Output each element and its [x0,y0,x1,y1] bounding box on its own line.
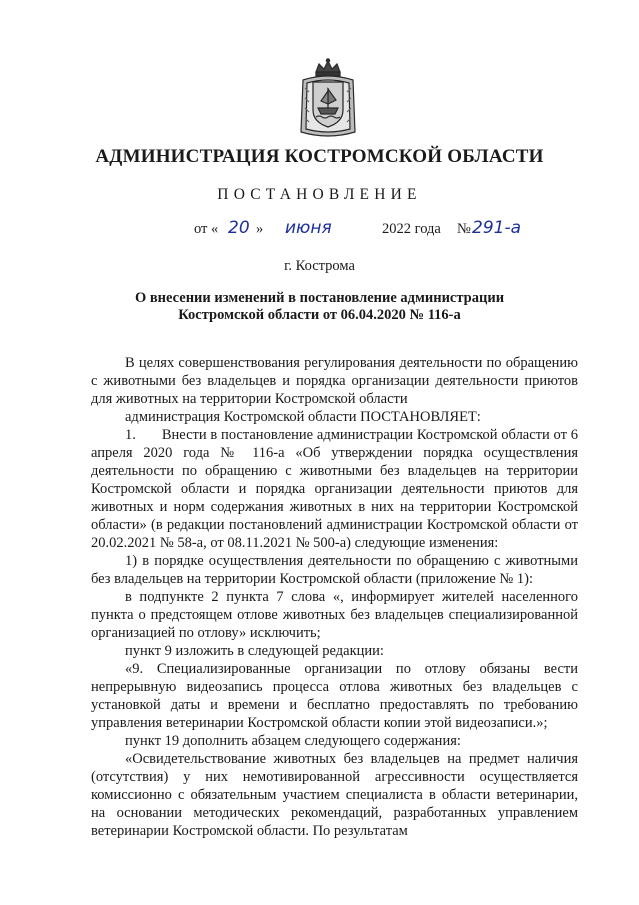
document-body [91,354,578,840]
paragraph-subpoint-2: в подпункте 2 пункта 7 слова «, информирует жителей населенного пункта о предстоящем отлове животных без владельцев специализированной организацией по отлову» исключить; [91,589,578,641]
paragraph-item-1 [91,426,578,552]
document-number-handwritten: 291-а [472,218,521,238]
paragraph-point-9-text: «9. Специализированные организации по отлову обязаны вести непрерывную видеозапись процесса отлова животных без владельцев с установкой даты и времени и бесплатно предоставлять по требованию управления ветеринарии Костромской области копии этой видеозаписи.»; [91,661,578,731]
city: г. Кострома [284,258,355,274]
item-number: 1. [125,427,136,443]
dateline [0,218,639,248]
subject-line-1: О внесении изменений в постановление администрации [134,290,505,306]
paragraph-subitem-1: 1) в порядке осуществления деятельности по обращению с животными без владельцев на территории Костромской области (приложение № 1): [91,553,578,587]
paragraph-preamble: В целях совершенствования регулирования деятельности по обращению с животными без владельцев и порядка организации деятельности приютов для животных на территории Костромской области [91,355,578,407]
date-day-close: » [256,221,264,237]
paragraph-resolves: администрация Костромской области ПОСТАНОВЛЯЕТ: [125,409,481,425]
date-prefix: от « [194,221,219,237]
document-subject [0,290,639,324]
coat-of-arms-emblem [297,58,359,140]
item-1-text: Внести в постановление администрации Костромской области от 6 апреля 2020 года № 116-а «Об утверждении порядка осуществления деятельности по обращению с животными без владельцев на территории Костромской области и порядка организации деятельности приютов для животных и норм содержания животных в них на территории Костромской области» (в редакции постановлений администрации Костромской области от 20.02.2021 № 58-а, от 08.11.2021 № 500-а) следующие изменения: [91,427,578,551]
subject-line-2: Костромской области от 06.04.2020 № 116-а [178,307,461,323]
paragraph-point-19-text: «Освидетельствование животных без владельцев на предмет наличия (отсутствия) у них немотивированной агрессивности осуществляется комиссионно с обязательным участием специалиста в области ветеринарии, на основании методических рекомендаций, разработанных управлением ветеринарии Костромской области. По результатам [91,751,578,839]
date-month-handwritten: июня [285,218,332,238]
organization-title: АДМИНИСТРАЦИЯ КОСТРОМСКОЙ ОБЛАСТИ [95,146,544,167]
date-year: 2022 года [382,221,441,237]
paragraph-point-19-intro: пункт 19 дополнить абзацем следующего содержания: [125,733,461,749]
date-day-handwritten: 20 [228,218,250,238]
paragraph-point-9-intro: пункт 9 изложить в следующей редакции: [125,643,384,659]
document-type: ПОСТАНОВЛЕНИЕ [217,186,422,203]
number-sign: № [457,221,471,237]
